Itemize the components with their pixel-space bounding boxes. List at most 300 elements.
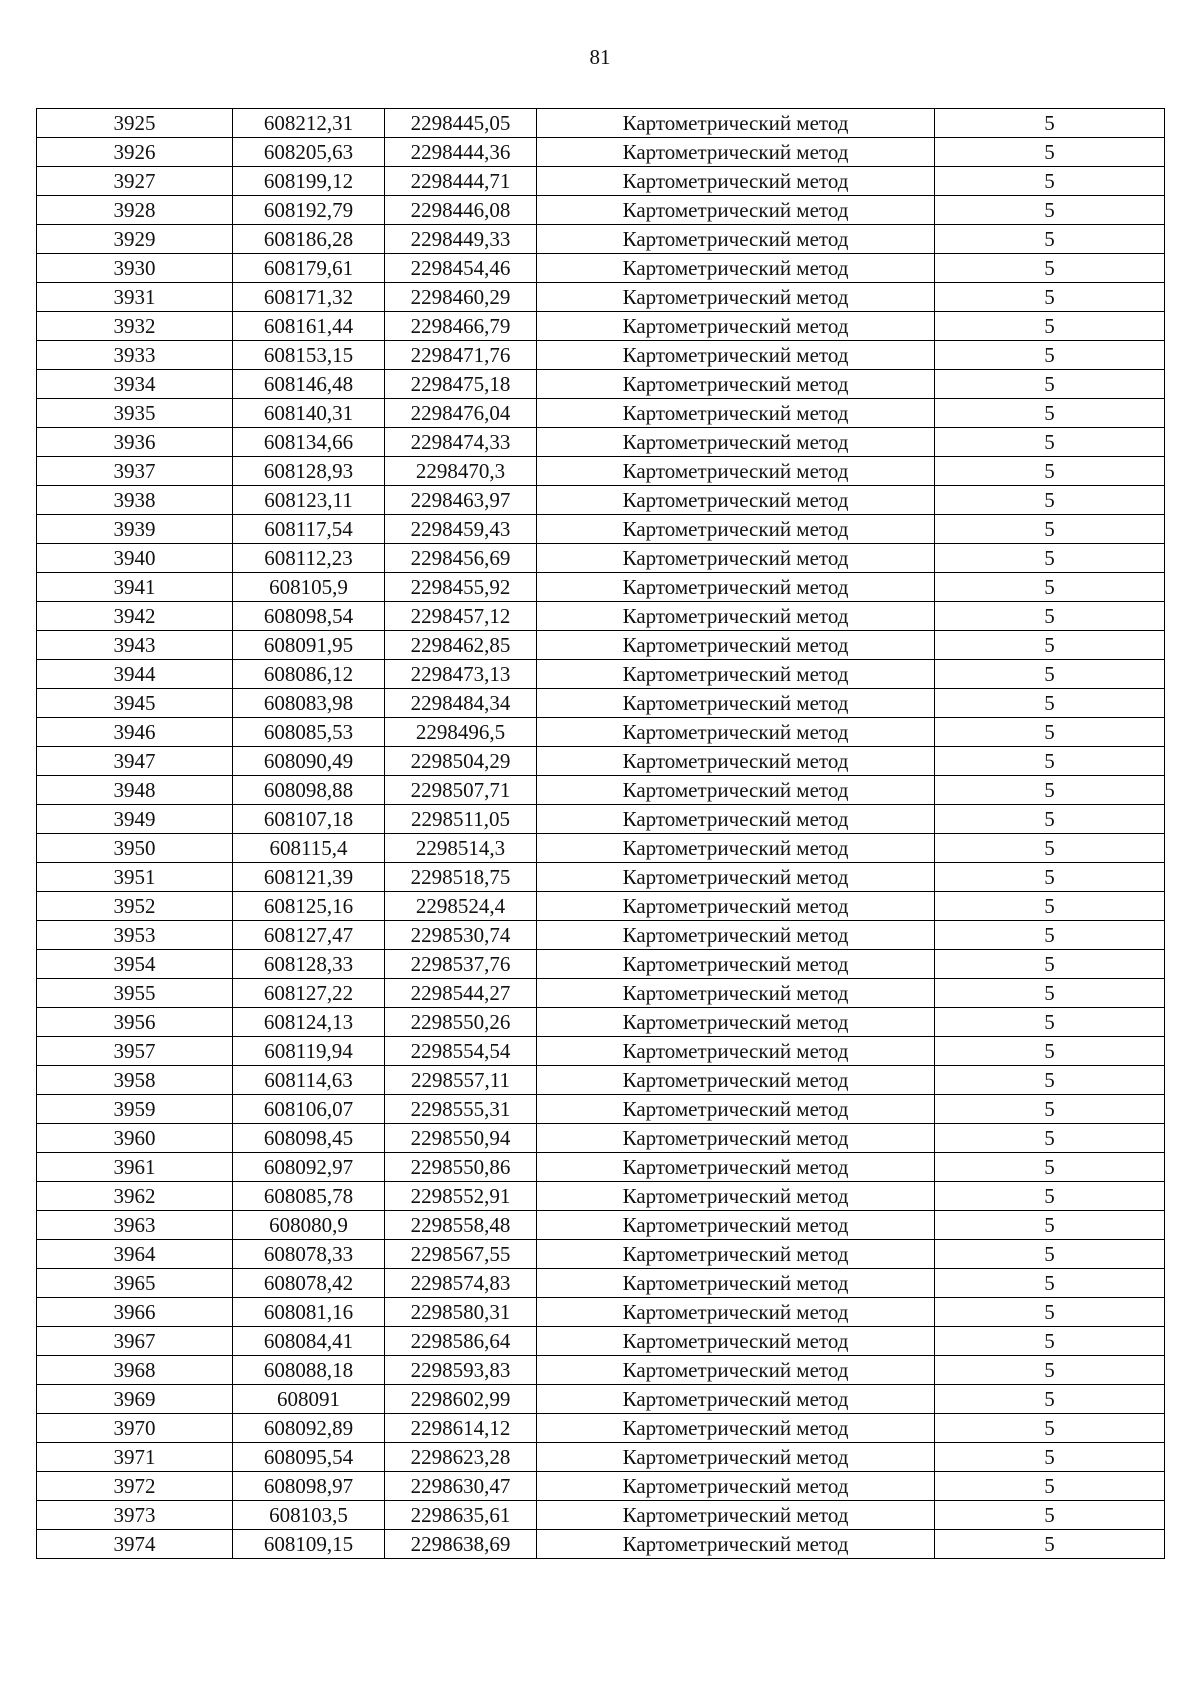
- y-coordinate-cell: 2298455,92: [385, 573, 537, 602]
- point-number-cell: 3944: [37, 660, 233, 689]
- table-row: [37, 660, 1165, 689]
- table-row: [37, 1066, 1165, 1095]
- table-row: [37, 1037, 1165, 1066]
- method-cell: Картометрический метод: [537, 1153, 935, 1182]
- accuracy-cell: 5: [935, 1472, 1165, 1501]
- accuracy-cell: 5: [935, 341, 1165, 370]
- point-number-cell: 3937: [37, 457, 233, 486]
- point-number-cell: 3971: [37, 1443, 233, 1472]
- table-row: [37, 1008, 1165, 1037]
- accuracy-cell: 5: [935, 863, 1165, 892]
- table-row: [37, 1356, 1165, 1385]
- point-number-cell: 3972: [37, 1472, 233, 1501]
- table-row: [37, 689, 1165, 718]
- point-number-cell: 3931: [37, 283, 233, 312]
- method-cell: Картометрический метод: [537, 602, 935, 631]
- accuracy-cell: 5: [935, 1153, 1165, 1182]
- method-cell: Картометрический метод: [537, 631, 935, 660]
- method-cell: Картометрический метод: [537, 486, 935, 515]
- table-row: [37, 1385, 1165, 1414]
- y-coordinate-cell: 2298552,91: [385, 1182, 537, 1211]
- accuracy-cell: 5: [935, 1124, 1165, 1153]
- point-number-cell: 3954: [37, 950, 233, 979]
- accuracy-cell: 5: [935, 805, 1165, 834]
- y-coordinate-cell: 2298470,3: [385, 457, 537, 486]
- method-cell: Картометрический метод: [537, 805, 935, 834]
- method-cell: Картометрический метод: [537, 109, 935, 138]
- accuracy-cell: 5: [935, 718, 1165, 747]
- accuracy-cell: 5: [935, 1530, 1165, 1559]
- x-coordinate-cell: 608212,31: [233, 109, 385, 138]
- point-number-cell: 3951: [37, 863, 233, 892]
- method-cell: Картометрический метод: [537, 370, 935, 399]
- y-coordinate-cell: 2298454,46: [385, 254, 537, 283]
- accuracy-cell: 5: [935, 1356, 1165, 1385]
- method-cell: Картометрический метод: [537, 1472, 935, 1501]
- point-number-cell: 3956: [37, 1008, 233, 1037]
- y-coordinate-cell: 2298484,34: [385, 689, 537, 718]
- x-coordinate-cell: 608098,54: [233, 602, 385, 631]
- x-coordinate-cell: 608103,5: [233, 1501, 385, 1530]
- x-coordinate-cell: 608106,07: [233, 1095, 385, 1124]
- y-coordinate-cell: 2298537,76: [385, 950, 537, 979]
- table-row: [37, 167, 1165, 196]
- y-coordinate-cell: 2298550,86: [385, 1153, 537, 1182]
- coordinates-table: [36, 108, 1165, 1559]
- y-coordinate-cell: 2298449,33: [385, 225, 537, 254]
- point-number-cell: 3967: [37, 1327, 233, 1356]
- y-coordinate-cell: 2298466,79: [385, 312, 537, 341]
- coordinates-table-body: [37, 109, 1165, 1559]
- accuracy-cell: 5: [935, 399, 1165, 428]
- table-row: [37, 921, 1165, 950]
- point-number-cell: 3970: [37, 1414, 233, 1443]
- y-coordinate-cell: 2298586,64: [385, 1327, 537, 1356]
- x-coordinate-cell: 608123,11: [233, 486, 385, 515]
- method-cell: Картометрический метод: [537, 1066, 935, 1095]
- y-coordinate-cell: 2298504,29: [385, 747, 537, 776]
- accuracy-cell: 5: [935, 196, 1165, 225]
- point-number-cell: 3973: [37, 1501, 233, 1530]
- point-number-cell: 3965: [37, 1269, 233, 1298]
- y-coordinate-cell: 2298635,61: [385, 1501, 537, 1530]
- point-number-cell: 3940: [37, 544, 233, 573]
- table-row: [37, 718, 1165, 747]
- point-number-cell: 3953: [37, 921, 233, 950]
- point-number-cell: 3935: [37, 399, 233, 428]
- y-coordinate-cell: 2298471,76: [385, 341, 537, 370]
- method-cell: Картометрический метод: [537, 689, 935, 718]
- accuracy-cell: 5: [935, 225, 1165, 254]
- x-coordinate-cell: 608125,16: [233, 892, 385, 921]
- table-row: [37, 1182, 1165, 1211]
- table-row: [37, 138, 1165, 167]
- y-coordinate-cell: 2298475,18: [385, 370, 537, 399]
- method-cell: Картометрический метод: [537, 573, 935, 602]
- x-coordinate-cell: 608085,78: [233, 1182, 385, 1211]
- x-coordinate-cell: 608088,18: [233, 1356, 385, 1385]
- y-coordinate-cell: 2298514,3: [385, 834, 537, 863]
- y-coordinate-cell: 2298574,83: [385, 1269, 537, 1298]
- accuracy-cell: 5: [935, 892, 1165, 921]
- method-cell: Картометрический метод: [537, 863, 935, 892]
- method-cell: Картометрический метод: [537, 138, 935, 167]
- y-coordinate-cell: 2298630,47: [385, 1472, 537, 1501]
- point-number-cell: 3941: [37, 573, 233, 602]
- accuracy-cell: 5: [935, 1037, 1165, 1066]
- table-row: [37, 573, 1165, 602]
- point-number-cell: 3964: [37, 1240, 233, 1269]
- y-coordinate-cell: 2298474,33: [385, 428, 537, 457]
- x-coordinate-cell: 608117,54: [233, 515, 385, 544]
- table-row: [37, 1269, 1165, 1298]
- accuracy-cell: 5: [935, 1182, 1165, 1211]
- y-coordinate-cell: 2298544,27: [385, 979, 537, 1008]
- accuracy-cell: 5: [935, 457, 1165, 486]
- accuracy-cell: 5: [935, 1385, 1165, 1414]
- table-row: [37, 515, 1165, 544]
- point-number-cell: 3968: [37, 1356, 233, 1385]
- table-row: [37, 544, 1165, 573]
- method-cell: Картометрический метод: [537, 1414, 935, 1443]
- method-cell: Картометрический метод: [537, 457, 935, 486]
- method-cell: Картометрический метод: [537, 515, 935, 544]
- accuracy-cell: 5: [935, 515, 1165, 544]
- point-number-cell: 3928: [37, 196, 233, 225]
- x-coordinate-cell: 608153,15: [233, 341, 385, 370]
- method-cell: Картометрический метод: [537, 892, 935, 921]
- method-cell: Картометрический метод: [537, 1443, 935, 1472]
- x-coordinate-cell: 608146,48: [233, 370, 385, 399]
- y-coordinate-cell: 2298476,04: [385, 399, 537, 428]
- y-coordinate-cell: 2298456,69: [385, 544, 537, 573]
- x-coordinate-cell: 608140,31: [233, 399, 385, 428]
- point-number-cell: 3943: [37, 631, 233, 660]
- table-row: [37, 283, 1165, 312]
- accuracy-cell: 5: [935, 1269, 1165, 1298]
- accuracy-cell: 5: [935, 921, 1165, 950]
- table-row: [37, 1327, 1165, 1356]
- method-cell: Картометрический метод: [537, 1037, 935, 1066]
- point-number-cell: 3932: [37, 312, 233, 341]
- point-number-cell: 3946: [37, 718, 233, 747]
- y-coordinate-cell: 2298554,54: [385, 1037, 537, 1066]
- method-cell: Картометрический метод: [537, 1095, 935, 1124]
- point-number-cell: 3942: [37, 602, 233, 631]
- y-coordinate-cell: 2298550,26: [385, 1008, 537, 1037]
- accuracy-cell: 5: [935, 109, 1165, 138]
- accuracy-cell: 5: [935, 254, 1165, 283]
- method-cell: Картометрический метод: [537, 718, 935, 747]
- table-row: [37, 863, 1165, 892]
- y-coordinate-cell: 2298557,11: [385, 1066, 537, 1095]
- y-coordinate-cell: 2298445,05: [385, 109, 537, 138]
- x-coordinate-cell: 608205,63: [233, 138, 385, 167]
- x-coordinate-cell: 608107,18: [233, 805, 385, 834]
- y-coordinate-cell: 2298462,85: [385, 631, 537, 660]
- x-coordinate-cell: 608080,9: [233, 1211, 385, 1240]
- table-row: [37, 892, 1165, 921]
- point-number-cell: 3927: [37, 167, 233, 196]
- table-row: [37, 747, 1165, 776]
- accuracy-cell: 5: [935, 1240, 1165, 1269]
- x-coordinate-cell: 608128,33: [233, 950, 385, 979]
- accuracy-cell: 5: [935, 167, 1165, 196]
- method-cell: Картометрический метод: [537, 660, 935, 689]
- x-coordinate-cell: 608086,12: [233, 660, 385, 689]
- accuracy-cell: 5: [935, 602, 1165, 631]
- x-coordinate-cell: 608105,9: [233, 573, 385, 602]
- y-coordinate-cell: 2298457,12: [385, 602, 537, 631]
- accuracy-cell: 5: [935, 573, 1165, 602]
- x-coordinate-cell: 608127,22: [233, 979, 385, 1008]
- point-number-cell: 3952: [37, 892, 233, 921]
- page-number: 81: [589, 45, 611, 69]
- table-row: [37, 196, 1165, 225]
- table-row: [37, 1443, 1165, 1472]
- x-coordinate-cell: 608186,28: [233, 225, 385, 254]
- y-coordinate-cell: 2298507,71: [385, 776, 537, 805]
- point-number-cell: 3960: [37, 1124, 233, 1153]
- point-number-cell: 3933: [37, 341, 233, 370]
- table-row: [37, 399, 1165, 428]
- accuracy-cell: 5: [935, 370, 1165, 399]
- x-coordinate-cell: 608081,16: [233, 1298, 385, 1327]
- table-row: [37, 486, 1165, 515]
- x-coordinate-cell: 608085,53: [233, 718, 385, 747]
- x-coordinate-cell: 608128,93: [233, 457, 385, 486]
- table-row: [37, 1501, 1165, 1530]
- method-cell: Картометрический метод: [537, 399, 935, 428]
- point-number-cell: 3925: [37, 109, 233, 138]
- accuracy-cell: 5: [935, 544, 1165, 573]
- point-number-cell: 3948: [37, 776, 233, 805]
- table-row: [37, 341, 1165, 370]
- method-cell: Картометрический метод: [537, 544, 935, 573]
- method-cell: Картометрический метод: [537, 1298, 935, 1327]
- x-coordinate-cell: 608091: [233, 1385, 385, 1414]
- table-row: [37, 1095, 1165, 1124]
- table-row: [37, 370, 1165, 399]
- accuracy-cell: 5: [935, 834, 1165, 863]
- method-cell: Картометрический метод: [537, 1240, 935, 1269]
- method-cell: Картометрический метод: [537, 283, 935, 312]
- method-cell: Картометрический метод: [537, 1182, 935, 1211]
- accuracy-cell: 5: [935, 312, 1165, 341]
- x-coordinate-cell: 608091,95: [233, 631, 385, 660]
- accuracy-cell: 5: [935, 689, 1165, 718]
- x-coordinate-cell: 608084,41: [233, 1327, 385, 1356]
- y-coordinate-cell: 2298602,99: [385, 1385, 537, 1414]
- x-coordinate-cell: 608112,23: [233, 544, 385, 573]
- y-coordinate-cell: 2298496,5: [385, 718, 537, 747]
- x-coordinate-cell: 608098,88: [233, 776, 385, 805]
- method-cell: Картометрический метод: [537, 979, 935, 1008]
- point-number-cell: 3939: [37, 515, 233, 544]
- x-coordinate-cell: 608092,97: [233, 1153, 385, 1182]
- x-coordinate-cell: 608114,63: [233, 1066, 385, 1095]
- table-row: [37, 834, 1165, 863]
- accuracy-cell: 5: [935, 138, 1165, 167]
- table-row: [37, 631, 1165, 660]
- y-coordinate-cell: 2298473,13: [385, 660, 537, 689]
- point-number-cell: 3966: [37, 1298, 233, 1327]
- method-cell: Картометрический метод: [537, 225, 935, 254]
- y-coordinate-cell: 2298555,31: [385, 1095, 537, 1124]
- point-number-cell: 3930: [37, 254, 233, 283]
- x-coordinate-cell: 608090,49: [233, 747, 385, 776]
- table-row: [37, 1211, 1165, 1240]
- x-coordinate-cell: 608098,45: [233, 1124, 385, 1153]
- method-cell: Картометрический метод: [537, 1124, 935, 1153]
- y-coordinate-cell: 2298460,29: [385, 283, 537, 312]
- table-row: [37, 312, 1165, 341]
- table-row: [37, 979, 1165, 1008]
- point-number-cell: 3950: [37, 834, 233, 863]
- y-coordinate-cell: 2298518,75: [385, 863, 537, 892]
- table-row: [37, 805, 1165, 834]
- y-coordinate-cell: 2298446,08: [385, 196, 537, 225]
- point-number-cell: 3955: [37, 979, 233, 1008]
- accuracy-cell: 5: [935, 1211, 1165, 1240]
- point-number-cell: 3959: [37, 1095, 233, 1124]
- accuracy-cell: 5: [935, 428, 1165, 457]
- y-coordinate-cell: 2298524,4: [385, 892, 537, 921]
- accuracy-cell: 5: [935, 1298, 1165, 1327]
- y-coordinate-cell: 2298530,74: [385, 921, 537, 950]
- point-number-cell: 3957: [37, 1037, 233, 1066]
- accuracy-cell: 5: [935, 776, 1165, 805]
- point-number-cell: 3961: [37, 1153, 233, 1182]
- point-number-cell: 3947: [37, 747, 233, 776]
- point-number-cell: 3938: [37, 486, 233, 515]
- table-row: [37, 1414, 1165, 1443]
- y-coordinate-cell: 2298444,71: [385, 167, 537, 196]
- y-coordinate-cell: 2298567,55: [385, 1240, 537, 1269]
- method-cell: Картометрический метод: [537, 1385, 935, 1414]
- x-coordinate-cell: 608119,94: [233, 1037, 385, 1066]
- x-coordinate-cell: 608095,54: [233, 1443, 385, 1472]
- x-coordinate-cell: 608098,97: [233, 1472, 385, 1501]
- table-row: [37, 602, 1165, 631]
- x-coordinate-cell: 608192,79: [233, 196, 385, 225]
- accuracy-cell: 5: [935, 631, 1165, 660]
- point-number-cell: 3969: [37, 1385, 233, 1414]
- x-coordinate-cell: 608078,33: [233, 1240, 385, 1269]
- method-cell: Картометрический метод: [537, 167, 935, 196]
- point-number-cell: 3963: [37, 1211, 233, 1240]
- accuracy-cell: 5: [935, 979, 1165, 1008]
- method-cell: Картометрический метод: [537, 196, 935, 225]
- method-cell: Картометрический метод: [537, 1356, 935, 1385]
- accuracy-cell: 5: [935, 1414, 1165, 1443]
- x-coordinate-cell: 608121,39: [233, 863, 385, 892]
- point-number-cell: 3949: [37, 805, 233, 834]
- accuracy-cell: 5: [935, 1327, 1165, 1356]
- table-row: [37, 428, 1165, 457]
- method-cell: Картометрический метод: [537, 1501, 935, 1530]
- accuracy-cell: 5: [935, 283, 1165, 312]
- x-coordinate-cell: 608115,4: [233, 834, 385, 863]
- method-cell: Картометрический метод: [537, 950, 935, 979]
- x-coordinate-cell: 608179,61: [233, 254, 385, 283]
- table-row: [37, 225, 1165, 254]
- table-row: [37, 776, 1165, 805]
- method-cell: Картометрический метод: [537, 921, 935, 950]
- point-number-cell: 3945: [37, 689, 233, 718]
- point-number-cell: 3926: [37, 138, 233, 167]
- x-coordinate-cell: 608083,98: [233, 689, 385, 718]
- method-cell: Картометрический метод: [537, 1327, 935, 1356]
- y-coordinate-cell: 2298638,69: [385, 1530, 537, 1559]
- x-coordinate-cell: 608161,44: [233, 312, 385, 341]
- point-number-cell: 3936: [37, 428, 233, 457]
- table-row: [37, 1240, 1165, 1269]
- accuracy-cell: 5: [935, 1501, 1165, 1530]
- method-cell: Картометрический метод: [537, 747, 935, 776]
- y-coordinate-cell: 2298593,83: [385, 1356, 537, 1385]
- table-row: [37, 1472, 1165, 1501]
- method-cell: Картометрический метод: [537, 1211, 935, 1240]
- x-coordinate-cell: 608134,66: [233, 428, 385, 457]
- point-number-cell: 3962: [37, 1182, 233, 1211]
- method-cell: Картометрический метод: [537, 834, 935, 863]
- y-coordinate-cell: 2298550,94: [385, 1124, 537, 1153]
- method-cell: Картометрический метод: [537, 1008, 935, 1037]
- table-row: [37, 1530, 1165, 1559]
- y-coordinate-cell: 2298511,05: [385, 805, 537, 834]
- accuracy-cell: 5: [935, 1095, 1165, 1124]
- point-number-cell: 3934: [37, 370, 233, 399]
- method-cell: Картометрический метод: [537, 1530, 935, 1559]
- method-cell: Картометрический метод: [537, 776, 935, 805]
- table-row: [37, 457, 1165, 486]
- point-number-cell: 3929: [37, 225, 233, 254]
- y-coordinate-cell: 2298623,28: [385, 1443, 537, 1472]
- table-row: [37, 1298, 1165, 1327]
- table-row: [37, 109, 1165, 138]
- method-cell: Картометрический метод: [537, 312, 935, 341]
- accuracy-cell: 5: [935, 747, 1165, 776]
- y-coordinate-cell: 2298614,12: [385, 1414, 537, 1443]
- x-coordinate-cell: 608078,42: [233, 1269, 385, 1298]
- table-row: [37, 254, 1165, 283]
- accuracy-cell: 5: [935, 950, 1165, 979]
- table-row: [37, 950, 1165, 979]
- accuracy-cell: 5: [935, 660, 1165, 689]
- point-number-cell: 3958: [37, 1066, 233, 1095]
- x-coordinate-cell: 608124,13: [233, 1008, 385, 1037]
- x-coordinate-cell: 608199,12: [233, 167, 385, 196]
- method-cell: Картометрический метод: [537, 254, 935, 283]
- method-cell: Картометрический метод: [537, 341, 935, 370]
- y-coordinate-cell: 2298459,43: [385, 515, 537, 544]
- accuracy-cell: 5: [935, 1008, 1165, 1037]
- accuracy-cell: 5: [935, 486, 1165, 515]
- method-cell: Картометрический метод: [537, 1269, 935, 1298]
- y-coordinate-cell: 2298444,36: [385, 138, 537, 167]
- accuracy-cell: 5: [935, 1443, 1165, 1472]
- table-row: [37, 1153, 1165, 1182]
- accuracy-cell: 5: [935, 1066, 1165, 1095]
- y-coordinate-cell: 2298580,31: [385, 1298, 537, 1327]
- x-coordinate-cell: 608171,32: [233, 283, 385, 312]
- x-coordinate-cell: 608092,89: [233, 1414, 385, 1443]
- x-coordinate-cell: 608109,15: [233, 1530, 385, 1559]
- y-coordinate-cell: 2298463,97: [385, 486, 537, 515]
- table-row: [37, 1124, 1165, 1153]
- point-number-cell: 3974: [37, 1530, 233, 1559]
